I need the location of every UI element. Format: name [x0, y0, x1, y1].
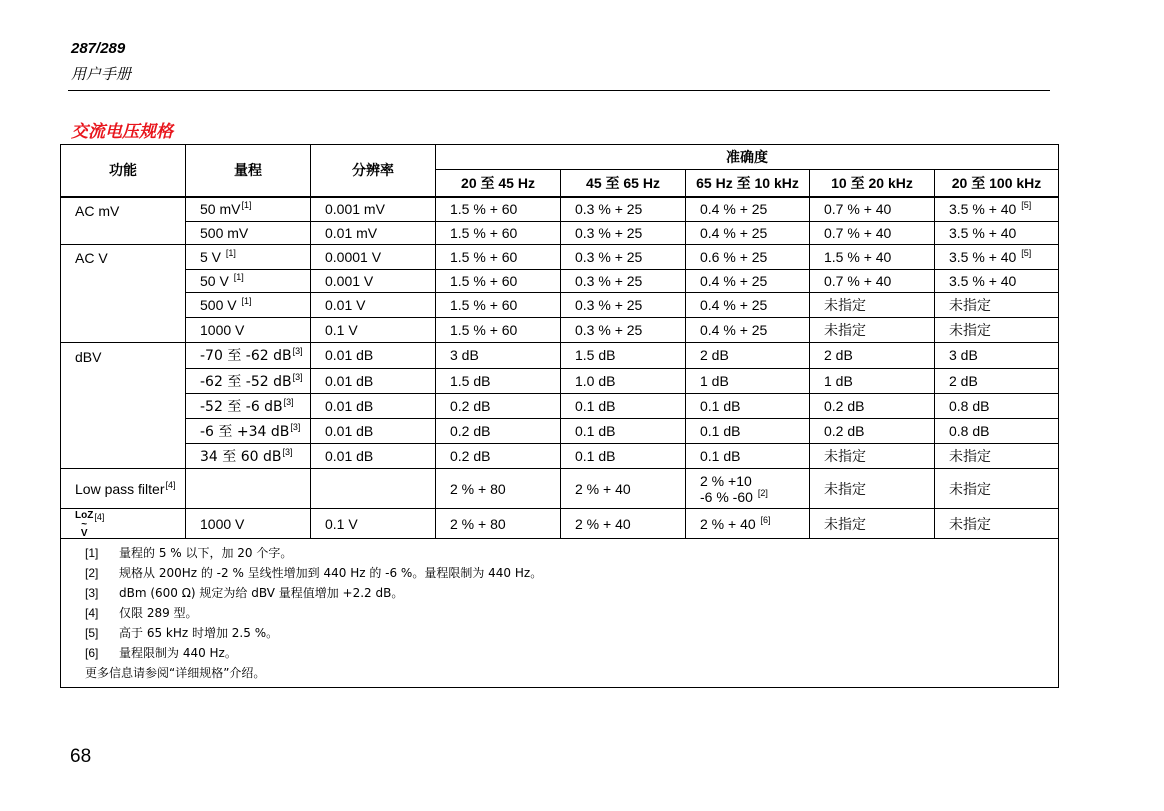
- cell-resolution: 0.01 dB: [311, 419, 436, 444]
- cell-accuracy: 2 % + 40 [6]: [686, 509, 810, 539]
- cell-range: -52 至 -6 dB[3]: [186, 394, 311, 419]
- cell-range: -62 至 -52 dB[3]: [186, 369, 311, 394]
- cell-accuracy: 0.7 % + 40: [810, 269, 935, 292]
- cell-function: [61, 292, 186, 317]
- header-resolution: 分辨率: [311, 145, 436, 197]
- cell-accuracy: 0.3 % + 25: [561, 269, 686, 292]
- cell-accuracy: 0.2 dB: [810, 419, 935, 444]
- table-row: [61, 317, 1059, 342]
- cell-accuracy: 未指定: [935, 509, 1059, 539]
- cell-accuracy: 未指定: [810, 509, 935, 539]
- cell-accuracy: 1.5 % + 60: [436, 222, 561, 245]
- cell-accuracy: 1.5 % + 60: [436, 317, 561, 342]
- table-row: [61, 222, 1059, 245]
- cell-function: [61, 222, 186, 245]
- cell-function: [61, 269, 186, 292]
- cell-accuracy: 2 dB: [935, 369, 1059, 394]
- cell-accuracy: 未指定: [810, 292, 935, 317]
- cell-accuracy: 未指定: [935, 317, 1059, 342]
- cell-accuracy: 2 % + 40: [561, 469, 686, 509]
- cell-accuracy: 0.8 dB: [935, 394, 1059, 419]
- cell-accuracy: 0.1 dB: [686, 444, 810, 469]
- cell-accuracy: 0.4 % + 25: [686, 269, 810, 292]
- cell-accuracy: 0.1 dB: [561, 444, 686, 469]
- cell-resolution: 0.0001 V: [311, 245, 436, 270]
- footnote: [2] 规格从 200Hz 的 -2 % 呈线性增加到 440 Hz 的 -6 %。量程限制为 440 Hz。: [85, 566, 543, 580]
- cell-accuracy: 3 dB: [436, 342, 561, 369]
- cell-resolution: 0.1 V: [311, 317, 436, 342]
- cell-accuracy: 1.5 % + 60: [436, 197, 561, 222]
- cell-accuracy: 0.3 % + 25: [561, 197, 686, 222]
- header-accuracy: 准确度: [436, 145, 1059, 170]
- cell-accuracy: 1.5 dB: [561, 342, 686, 369]
- ac-voltage-spec-table: [60, 144, 1059, 688]
- cell-accuracy: 0.3 % + 25: [561, 245, 686, 270]
- cell-accuracy: 1 dB: [686, 369, 810, 394]
- footnote: [4] 仅限 289 型。: [85, 606, 198, 620]
- cell-resolution: 0.01 dB: [311, 369, 436, 394]
- table-row: [61, 197, 1059, 222]
- cell-range: 50 V [1]: [186, 269, 311, 292]
- cell-accuracy: 未指定: [810, 469, 935, 509]
- section-title: 交流电压规格: [71, 122, 173, 142]
- footnote: [5] 高于 65 kHz 时增加 2.5 %。: [85, 626, 279, 640]
- cell-resolution: 0.01 dB: [311, 342, 436, 369]
- cell-accuracy: 2 dB: [686, 342, 810, 369]
- cell-accuracy: 0.2 dB: [436, 444, 561, 469]
- cell-accuracy: 0.3 % + 25: [561, 317, 686, 342]
- cell-accuracy: 0.7 % + 40: [810, 197, 935, 222]
- cell-accuracy: 2 % + 40: [561, 509, 686, 539]
- cell-range: 500 V [1]: [186, 292, 311, 317]
- cell-accuracy: 1 dB: [810, 369, 935, 394]
- footnotes: [61, 539, 1059, 688]
- cell-accuracy: 0.4 % + 25: [686, 292, 810, 317]
- cell-accuracy: 0.2 dB: [436, 394, 561, 419]
- cell-accuracy: 3 dB: [935, 342, 1059, 369]
- table-row: [61, 419, 1059, 444]
- header-rule: [68, 90, 1050, 91]
- cell-range: [186, 469, 311, 509]
- cell-accuracy: 1.0 dB: [561, 369, 686, 394]
- header-band: 20 至 45 Hz: [436, 170, 561, 197]
- table-row: [61, 469, 1059, 509]
- cell-accuracy: 3.5 % + 40 [5]: [935, 197, 1059, 222]
- cell-accuracy: 0.3 % + 25: [561, 292, 686, 317]
- cell-range: 1000 V: [186, 317, 311, 342]
- manual-subtitle: 用户手册: [71, 65, 132, 83]
- cell-accuracy: 0.8 dB: [935, 419, 1059, 444]
- cell-accuracy: 2 % + 80: [436, 509, 561, 539]
- cell-accuracy: 0.7 % + 40: [810, 222, 935, 245]
- cell-resolution: [311, 469, 436, 509]
- cell-accuracy: 未指定: [935, 469, 1059, 509]
- cell-accuracy: 1.5 % + 60: [436, 269, 561, 292]
- cell-function: [61, 444, 186, 469]
- cell-resolution: 0.01 dB: [311, 444, 436, 469]
- footnote: [6] 量程限制为 440 Hz。: [85, 646, 237, 660]
- page-number: 68: [70, 746, 92, 767]
- cell-accuracy: 2 dB: [810, 342, 935, 369]
- cell-accuracy: 未指定: [810, 317, 935, 342]
- header-band: 20 至 100 kHz: [935, 170, 1059, 197]
- table-row: [61, 292, 1059, 317]
- cell-range: 50 mV[1]: [186, 197, 311, 222]
- cell-accuracy: 1.5 % + 60: [436, 292, 561, 317]
- table-row: [61, 342, 1059, 369]
- footnotes-row: [61, 539, 1059, 688]
- cell-accuracy: 0.4 % + 25: [686, 317, 810, 342]
- cell-accuracy: 1.5 % + 60: [436, 245, 561, 270]
- cell-accuracy: 0.2 dB: [810, 394, 935, 419]
- table-row: [61, 269, 1059, 292]
- cell-accuracy: 未指定: [810, 444, 935, 469]
- cell-resolution: 0.001 V: [311, 269, 436, 292]
- table-row: [61, 509, 1059, 539]
- cell-function: [61, 419, 186, 444]
- cell-resolution: 0.01 mV: [311, 222, 436, 245]
- cell-resolution: 0.01 dB: [311, 394, 436, 419]
- cell-accuracy: 0.4 % + 25: [686, 222, 810, 245]
- cell-accuracy: 0.1 dB: [686, 419, 810, 444]
- cell-accuracy: 1.5 % + 40: [810, 245, 935, 270]
- cell-function: [61, 394, 186, 419]
- cell-range: 34 至 60 dB[3]: [186, 444, 311, 469]
- cell-accuracy: 0.1 dB: [561, 419, 686, 444]
- cell-accuracy: 0.4 % + 25: [686, 197, 810, 222]
- footnote: [3] dBm (600 Ω) 规定为给 dBV 量程值增加 +2.2 dB。: [85, 586, 404, 600]
- cell-range: 1000 V: [186, 509, 311, 539]
- cell-accuracy: 1.5 dB: [436, 369, 561, 394]
- loz-voltage-icon: LoZ ~ V: [75, 510, 94, 539]
- cell-range: -70 至 -62 dB[3]: [186, 342, 311, 369]
- cell-accuracy: 0.3 % + 25: [561, 222, 686, 245]
- cell-accuracy: 0.1 dB: [561, 394, 686, 419]
- cell-function: AC V: [61, 245, 186, 270]
- cell-range: 5 V [1]: [186, 245, 311, 270]
- cell-accuracy: 未指定: [935, 292, 1059, 317]
- table-row: [61, 444, 1059, 469]
- header-band: 10 至 20 kHz: [810, 170, 935, 197]
- cell-function: dBV: [61, 342, 186, 369]
- cell-resolution: 0.01 V: [311, 292, 436, 317]
- cell-function: LoZ ~ V [4]: [61, 509, 186, 539]
- cell-function: AC mV: [61, 197, 186, 222]
- more-info-note: 更多信息请参阅“详细规格”介绍。: [85, 666, 266, 680]
- manual-model: 287/289: [71, 40, 126, 57]
- footnote: [1] 量程的 5 % 以下，加 20 个字。: [85, 546, 293, 560]
- cell-accuracy: 2 % + 80: [436, 469, 561, 509]
- cell-accuracy: 2 % +10 -6 % -60 [2]: [686, 469, 810, 509]
- table-row: [61, 245, 1059, 270]
- header-function: 功能: [61, 145, 186, 197]
- cell-resolution: 0.001 mV: [311, 197, 436, 222]
- cell-function: [61, 317, 186, 342]
- header-range: 量程: [186, 145, 311, 197]
- table-row: [61, 369, 1059, 394]
- cell-range: -6 至 +34 dB[3]: [186, 419, 311, 444]
- header-band: 65 Hz 至 10 kHz: [686, 170, 810, 197]
- cell-function: [61, 369, 186, 394]
- cell-range: 500 mV: [186, 222, 311, 245]
- cell-accuracy: 3.5 % + 40 [5]: [935, 245, 1059, 270]
- cell-accuracy: 3.5 % + 40: [935, 222, 1059, 245]
- header-band: 45 至 65 Hz: [561, 170, 686, 197]
- cell-function: Low pass filter[4]: [61, 469, 186, 509]
- table-row: [61, 394, 1059, 419]
- cell-resolution: 0.1 V: [311, 509, 436, 539]
- cell-accuracy: 未指定: [935, 444, 1059, 469]
- cell-accuracy: 0.2 dB: [436, 419, 561, 444]
- cell-accuracy: 0.1 dB: [686, 394, 810, 419]
- cell-accuracy: 0.6 % + 25: [686, 245, 810, 270]
- cell-accuracy: 3.5 % + 40: [935, 269, 1059, 292]
